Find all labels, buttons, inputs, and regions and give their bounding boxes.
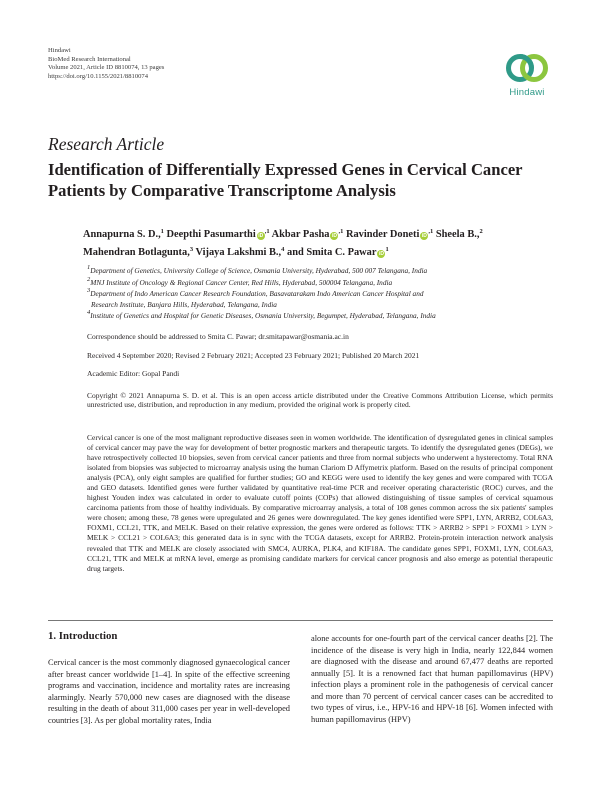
hindawi-logo <box>497 50 557 106</box>
intro-right-column: alone accounts for one-fourth part of the cervical cancer deaths [2]. The incidence of the disease is very high in India, nearly 122,844 women are diagnosed with the disease and around 67,477 deaths are reported annually [5]. It is a renowned fact that human papillomavirus (HPV) infection plays a prominent role in the pathogenesis of cervical cancer and more than 70 percent of cervical cancer cases can be accredited to two types of virus, i.e., HPV-16 and HPV-18 [6]. Women infected with human papillomavirus (HPV) <box>311 634 553 724</box>
correspondence: Correspondence should be addressed to Smita C. Pawar; dr.smitapawar@osmania.ac.in <box>87 332 349 341</box>
article-type: Research Article <box>48 134 165 154</box>
orcid-icon[interactable]: iD <box>331 233 337 239</box>
abstract: Cervical cancer is one of the most malignant reproductive diseases seen in women worldwide. The identification of dysregulated genes in clinical samples of cervical cancer may pave the way for development of better prognostic markers and therapeutic targets. To identify the dysregulated genes (DEGs), we have retrospectively collected 10 biopsies, seven from cervical cancer patients and three from normal subjects who underwent a hysterectomy. Total RNA isolated from biopsies was subjected to microarray analysis using the human Clariom D Affymetrix platform. Based on the results of principal component analysis (PCA), only eight samples are qualified for further studies; GO and KEGG were used to identify the key genes and were compared with TCGA and GEO datasets. Identified genes were further validated by quantitative real-time PCR and receiver operating characteristic (ROC) curves, and the highest Youden index was calculated in order to evaluate cutoff points (COPs) that allowed distinguishing of tissue samples of cervical squamous carcinoma patients from those of healthy individuals. By comparative microarray analysis, a total of 108 genes common across the six patients' samples were chosen; among these, 78 genes were upregulated and 26 genes were downregulated. The key genes identified were SPP1, LYN, ARRB2, COL6A3, FOXM1, CCL21, TTK, and MELK. Based on their relative expression, the genes were ordered as follows: TTK > ARRB2 > SPP1 > FOXM1 > LYN > MELK > CCL21 > COL6A3; this generated data is in sync with the TCGA datasets, except for ARRB2. Protein-protein interaction network analysis revealed that TTK and MELK are closely associated with SMC4, AURKA, PLK4, and KIF18A. The candidate genes SPP1, FOXM1, LYN, COL6A3, CCL21, TTK and MELK at mRNA level, emerge as promising candidate markers for cervical cancer prognosis and also emerge as potential therapeutic drug targets. <box>87 433 553 573</box>
publisher-name: Hindawi <box>48 47 71 54</box>
academic-editor: Academic Editor: Gopal Pandi <box>87 369 180 378</box>
affiliation: $^4$Institute of Genetics and Hospital for Genetic Diseases, Osmania University, Begumpet, Hyderabad, Telangana, India <box>87 309 436 321</box>
article-dates: Received 4 September 2020; Revised 2 February 2021; Accepted 23 February 2021; Published 20 March 2021 <box>87 351 420 360</box>
affiliation: $^3$Department of Indo American Cancer Research Foundation, Basavatarakam Indo American Cancer Hospital and Research Institute, Banjara Hills, Hyderabad, Telangana, India <box>87 287 424 309</box>
journal-name: BioMed Research International <box>48 55 131 63</box>
author[interactable]: Mahendran Botlagunta,$^3$ <box>83 246 194 258</box>
author[interactable]: Annapurna S. D.,$^1$ <box>83 228 164 240</box>
affiliations <box>87 266 517 323</box>
journal-meta <box>48 47 164 81</box>
hindawi-logo-text: Hindawi <box>509 87 545 98</box>
author[interactable]: and Smita C. Pawar $iD^1$ <box>287 246 389 258</box>
author[interactable]: Vijaya Lakshmi B.,$^4$ <box>195 246 285 258</box>
affiliation: $^1$Department of Genetics, University College of Science, Osmania University, Hyderabad, 500 007 Telangana, India <box>87 264 428 275</box>
affiliation: $^2$MNJ Institute of Oncology & Regional Cancer Center, Red Hills, Hyderabad, 500004 Telangana, India <box>87 275 393 287</box>
author[interactable]: Ravinder Doneti $iD^{,1}$ <box>345 228 434 240</box>
author-list <box>83 226 563 262</box>
hindawi-logo-icon <box>504 50 550 86</box>
volume-line: Volume 2021, Article ID 8810074, 13 pages <box>48 64 165 72</box>
intro-left-column: Cervical cancer is the most commonly diagnosed gynaecological cancer after breast cancer worldwide [1–4]. In spite of the effective screening programs and vaccination, incidence and mortality rates are increasing alarmingly. Nearly 570,000 new cases are diagnosed with the disease resulting in the death of about 311,000 cases per year in well-developed countries [3]. As per global mortality rates, India <box>48 658 290 725</box>
author[interactable]: Deepthi Pasumarthi $iD^{,1}$ <box>166 228 270 240</box>
doi-link[interactable]: https://doi.org/10.1155/2021/8810074 <box>48 72 149 80</box>
orcid-icon[interactable]: iD <box>378 251 384 257</box>
orcid-icon[interactable]: iD <box>258 233 264 239</box>
article-title: Identification of Differentially Expressed Genes in Cervical Cancer Patients by Comparative Transcriptome Analysis <box>48 160 523 200</box>
copyright-notice: Copyright © 2021 Annapurna S. D. et al. This is an open access article distributed under the Creative Commons Attribution License, which permits unrestricted use, distribution, and reproduction in any medium, provided the original work is properly cited. <box>87 391 553 410</box>
author[interactable]: Akbar Pasha $iD^{,1}$ <box>271 228 344 240</box>
author[interactable]: Sheela B.,$^2$ <box>435 228 483 240</box>
section-divider <box>48 620 553 621</box>
orcid-icon[interactable]: iD <box>421 233 427 239</box>
section-heading: 1. Introduction <box>48 630 118 642</box>
